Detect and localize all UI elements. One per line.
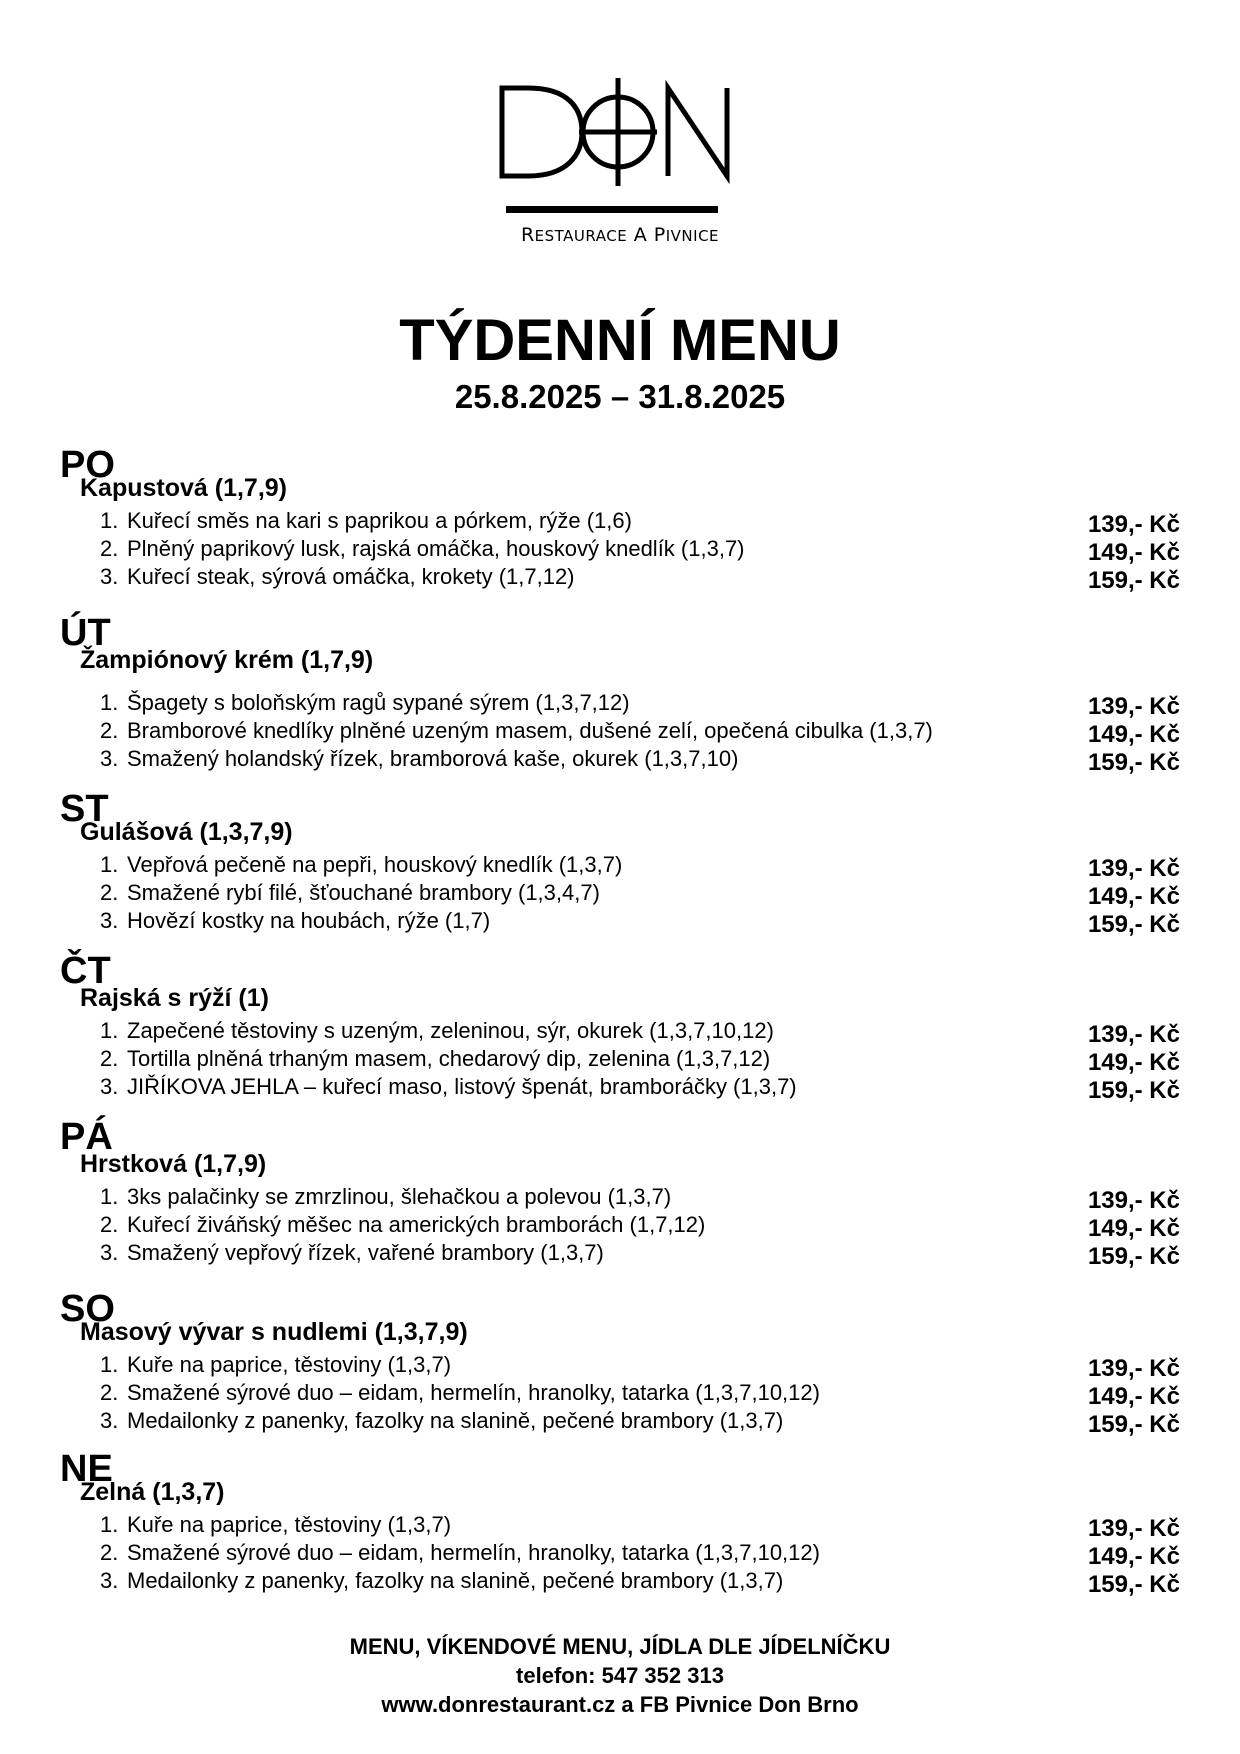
dish-name: Smažený holandský řízek, bramborová kaše, okurek (1,3,7,10) bbox=[127, 746, 739, 771]
dish-price: 139,- Kč bbox=[1087, 693, 1180, 720]
dish-name: Kuřecí živáňský měšec na amerických bramborách (1,7,12) bbox=[127, 1212, 706, 1237]
dish-number: 1. bbox=[100, 1352, 119, 1377]
dish-row bbox=[0, 538, 1240, 566]
dish-number: 2. bbox=[100, 1540, 119, 1565]
footer-phone: telefon: 547 352 313 bbox=[516, 1663, 724, 1688]
dish-price: 159,- Kč bbox=[1087, 567, 1180, 594]
soup-of-the-day: Gulášová (1,3,7,9) bbox=[80, 818, 293, 846]
dish-row bbox=[0, 1242, 1240, 1270]
dish-price: 149,- Kč bbox=[1087, 883, 1180, 910]
dish-price: 159,- Kč bbox=[1087, 1243, 1180, 1270]
dish-row bbox=[0, 1214, 1240, 1242]
date-range: 25.8.2025 – 31.8.2025 bbox=[454, 378, 786, 415]
dish-price: 159,- Kč bbox=[1087, 749, 1180, 776]
day-label: ÚT bbox=[60, 612, 111, 654]
dish-number: 1. bbox=[100, 1184, 119, 1209]
dish-number: 3. bbox=[100, 746, 119, 771]
dish-number: 1. bbox=[100, 1512, 119, 1537]
soup-of-the-day: Hrstková (1,7,9) bbox=[80, 1150, 267, 1178]
day-label: ST bbox=[60, 788, 109, 830]
dish-name: Hovězí kostky na houbách, rýže (1,7) bbox=[127, 908, 491, 933]
dish-name: Vepřová pečeně na pepři, houskový knedlík (1,3,7) bbox=[127, 852, 623, 877]
soup-of-the-day: Kapustová (1,7,9) bbox=[80, 474, 288, 502]
dish-name: Plněný paprikový lusk, rajská omáčka, houskový knedlík (1,3,7) bbox=[127, 536, 745, 561]
dish-price: 139,- Kč bbox=[1087, 855, 1180, 882]
dish-row bbox=[0, 1048, 1240, 1076]
dish-number: 2. bbox=[100, 1380, 119, 1405]
dish-number: 1. bbox=[100, 852, 119, 877]
dish-name: Medailonky z panenky, fazolky na slanině, pečené brambory (1,3,7) bbox=[127, 1408, 784, 1433]
dish-number: 2. bbox=[100, 718, 119, 743]
dish-number: 2. bbox=[100, 536, 119, 561]
dish-price: 159,- Kč bbox=[1087, 1411, 1180, 1438]
dish-price: 149,- Kč bbox=[1087, 1049, 1180, 1076]
dish-price: 139,- Kč bbox=[1087, 1187, 1180, 1214]
dish-name: Zapečené těstoviny s uzeným, zeleninou, sýr, okurek (1,3,7,10,12) bbox=[127, 1018, 774, 1043]
dish-row bbox=[0, 1354, 1240, 1382]
dish-number: 2. bbox=[100, 880, 119, 905]
dish-name: JIŘÍKOVA JEHLA – kuřecí maso, listový špenát, bramboráčky (1,3,7) bbox=[127, 1074, 797, 1099]
dish-name: Kuře na paprice, těstoviny (1,3,7) bbox=[127, 1512, 452, 1537]
dish-row bbox=[0, 1076, 1240, 1104]
footer-services: MENU, VÍKENDOVÉ MENU, JÍDLA DLE JÍDELNÍČKU bbox=[349, 1634, 891, 1659]
dish-price: 139,- Kč bbox=[1087, 1355, 1180, 1382]
dish-name: 3ks palačinky se zmrzlinou, šlehačkou a polevou (1,3,7) bbox=[127, 1184, 672, 1209]
dish-row bbox=[0, 720, 1240, 748]
dish-row bbox=[0, 1570, 1240, 1598]
soup-of-the-day: Zelná (1,3,7) bbox=[80, 1478, 225, 1506]
dish-number: 3. bbox=[100, 908, 119, 933]
dish-price: 149,- Kč bbox=[1087, 1215, 1180, 1242]
dish-row bbox=[0, 1514, 1240, 1542]
dish-price: 159,- Kč bbox=[1087, 1571, 1180, 1598]
dish-number: 3. bbox=[100, 1568, 119, 1593]
dish-name: Smažené rybí filé, šťouchané brambory (1,3,4,7) bbox=[127, 880, 600, 905]
dish-number: 3. bbox=[100, 1240, 119, 1265]
dish-name: Špagety s boloňským ragů sypané sýrem (1,3,7,12) bbox=[127, 690, 630, 715]
dish-number: 1. bbox=[100, 508, 119, 533]
day-label: PÁ bbox=[60, 1116, 113, 1158]
dish-number: 3. bbox=[100, 564, 119, 589]
dish-row bbox=[0, 1410, 1240, 1438]
dish-number: 3. bbox=[100, 1408, 119, 1433]
dish-number: 2. bbox=[100, 1212, 119, 1237]
dish-name: Tortilla plněná trhaným masem, chedarový dip, zelenina (1,3,7,12) bbox=[127, 1046, 771, 1071]
dish-row bbox=[0, 748, 1240, 776]
dish-name: Kuřecí steak, sýrová omáčka, krokety (1,7,12) bbox=[127, 564, 575, 589]
day-label: NE bbox=[60, 1448, 113, 1490]
day-label: PO bbox=[60, 444, 115, 486]
footer bbox=[0, 1632, 1240, 1719]
footer-website: www.donrestaurant.cz a FB Pivnice Don Brno bbox=[381, 1692, 859, 1717]
day-label: SO bbox=[60, 1288, 115, 1330]
dish-price: 149,- Kč bbox=[1087, 721, 1180, 748]
soup-of-the-day: Masový vývar s nudlemi (1,3,7,9) bbox=[80, 1318, 468, 1346]
dish-name: Medailonky z panenky, fazolky na slanině, pečené brambory (1,3,7) bbox=[127, 1568, 784, 1593]
dish-price: 159,- Kč bbox=[1087, 1077, 1180, 1104]
dish-row bbox=[0, 1186, 1240, 1214]
dish-name: Kuře na paprice, těstoviny (1,3,7) bbox=[127, 1352, 452, 1377]
dish-row bbox=[0, 854, 1240, 882]
dish-row bbox=[0, 910, 1240, 938]
dish-row bbox=[0, 882, 1240, 910]
logo-tagline: RESTAURACE A PIVNICE bbox=[520, 224, 720, 246]
soup-of-the-day: Rajská s rýží (1) bbox=[80, 984, 269, 1012]
dish-price: 139,- Kč bbox=[1087, 1021, 1180, 1048]
dish-price: 149,- Kč bbox=[1087, 539, 1180, 566]
dish-number: 2. bbox=[100, 1046, 119, 1071]
dish-name: Kuřecí směs na kari s paprikou a pórkem, rýže (1,6) bbox=[127, 508, 632, 533]
dish-name: Bramborové knedlíky plněné uzeným masem, dušené zelí, opečená cibulka (1,3,7) bbox=[127, 718, 933, 743]
page-title: TÝDENNÍ MENU bbox=[399, 308, 841, 373]
dish-row bbox=[0, 1542, 1240, 1570]
dish-price: 139,- Kč bbox=[1087, 1515, 1180, 1542]
dish-number: 1. bbox=[100, 1018, 119, 1043]
dish-price: 149,- Kč bbox=[1087, 1543, 1180, 1570]
dish-price: 149,- Kč bbox=[1087, 1383, 1180, 1410]
dish-number: 1. bbox=[100, 690, 119, 715]
dish-row bbox=[0, 1382, 1240, 1410]
dish-name: Smažené sýrové duo – eidam, hermelín, hranolky, tatarka (1,3,7,10,12) bbox=[127, 1540, 820, 1565]
dish-price: 159,- Kč bbox=[1087, 911, 1180, 938]
dish-row bbox=[0, 692, 1240, 720]
soup-of-the-day: Žampiónový krém (1,7,9) bbox=[80, 646, 374, 674]
dish-row bbox=[0, 566, 1240, 594]
dish-row bbox=[0, 1020, 1240, 1048]
dish-price: 139,- Kč bbox=[1087, 511, 1180, 538]
dish-name: Smažený vepřový řízek, vařené brambory (1,3,7) bbox=[127, 1240, 604, 1265]
dish-name: Smažené sýrové duo – eidam, hermelín, hranolky, tatarka (1,3,7,10,12) bbox=[127, 1380, 820, 1405]
dish-row bbox=[0, 510, 1240, 538]
day-label: ČT bbox=[60, 950, 111, 992]
dish-number: 3. bbox=[100, 1074, 119, 1099]
